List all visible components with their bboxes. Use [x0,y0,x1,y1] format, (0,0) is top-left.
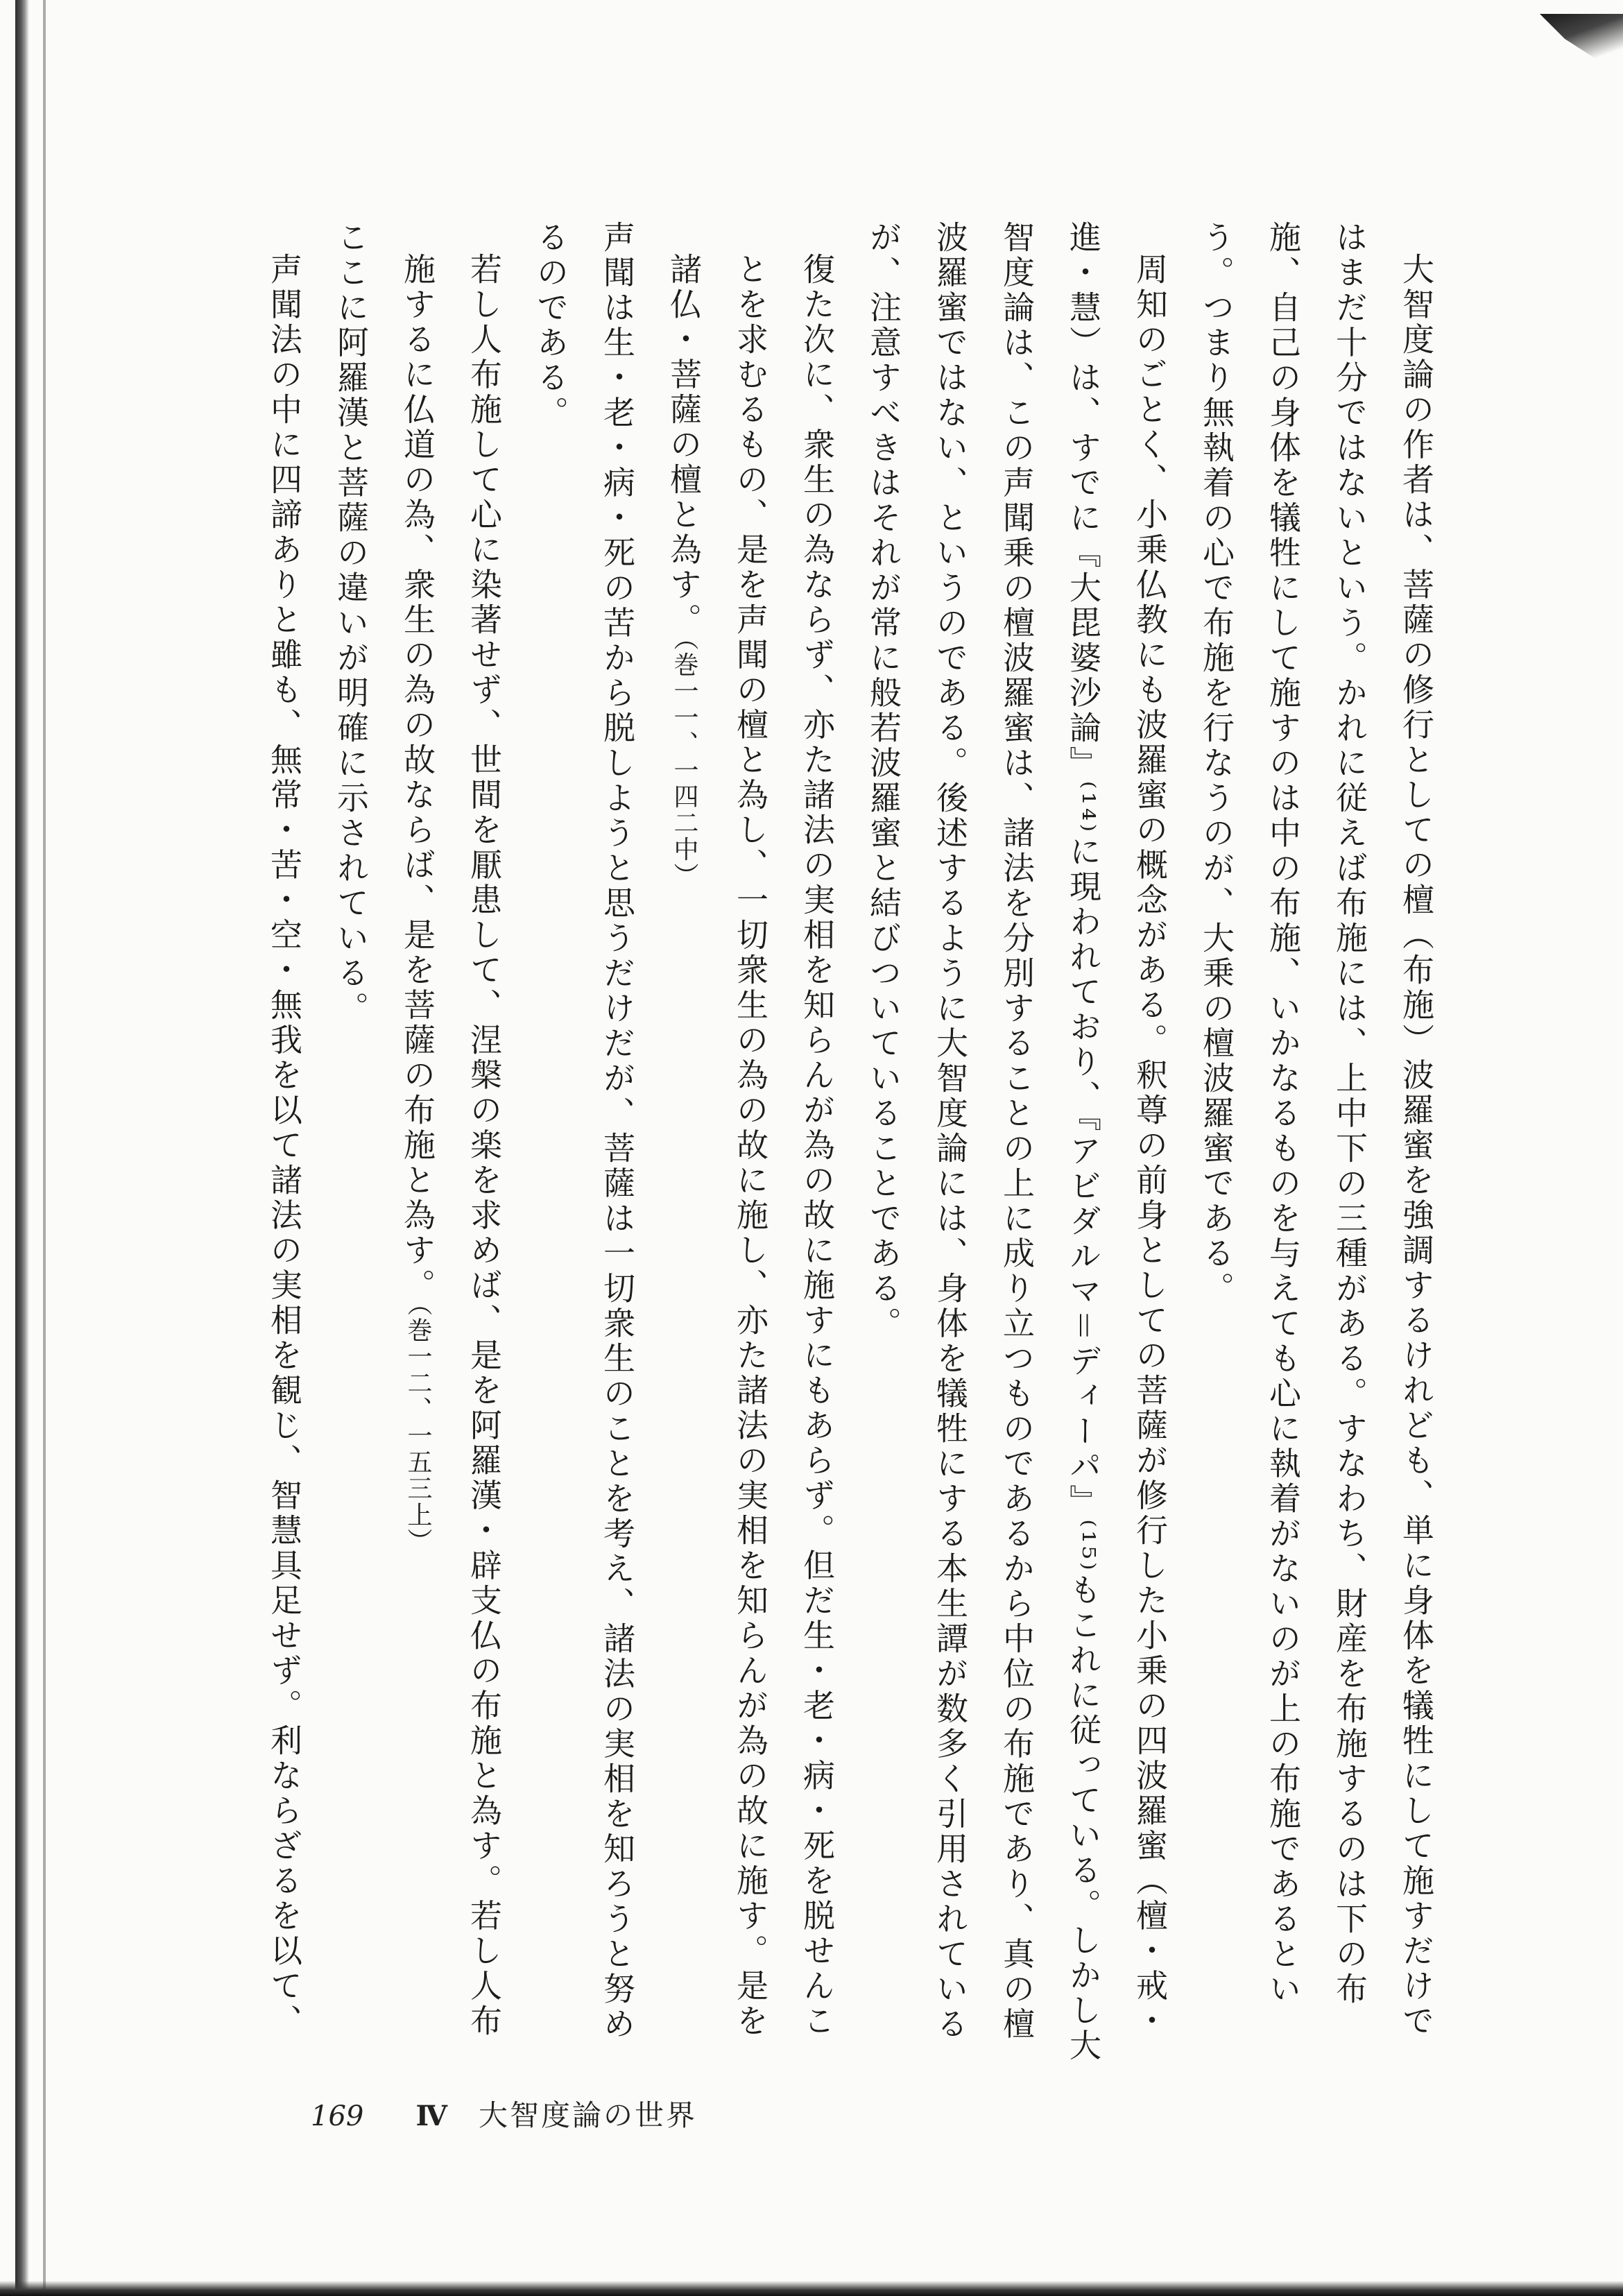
paragraph: 声聞は生・老・病・死の苦から脱しようと思うだけだが、菩薩は一切衆生のことを考え、諸法の実相を知ろうと努めるのである。 [532,221,636,2042]
binding-shadow [15,0,29,2296]
quotation-text: 復た次に、衆生の為ならず、亦た諸法の実相を知らんが為の故に施すにもあらず。但だ生・老・病・死を脱せんことを求むるもの、是を声聞の檀と為し、一切衆生の為の故に施し、亦た諸法の実相を知らんが為の故に施す。是を諸仏・菩薩の檀と為す。 [665,252,836,2039]
scan-bottom-edge [0,2281,1623,2296]
binding-edge-line [43,0,46,2296]
quotation-block: 声聞法の中に四諦ありと雖も、無常・苦・空・無我を以て諸法の実相を観じ、智慧具足せず。利ならざるを以て、 [266,252,303,2039]
chapter-numeral: Ⅳ [415,2100,447,2132]
paragraph: 大智度論の作者は、菩薩の修行としての檀（布施）波羅蜜を強調するけれども、単に身体を犠牲にして施すだけではまだ十分ではないという。かれに従えば布施には、上中下の三種がある。すなわち、財産を布施するのは下の布施、自己の身体を犠牲にして施すのは中の布施、いかなるものを与えても心に執着がないのが上の布施であるという。つまり無執着の心で布施を行なうのが、大乗の檀波羅蜜である。 [1198,221,1435,2039]
vertical-text-body [173,221,1450,2066]
corner-fold [1540,14,1623,76]
chapter-title: 大智度論の世界 [478,2098,697,2132]
paragraph: ここに阿羅漢と菩薩の違いが明確に示されている。 [332,221,370,1027]
page-footer [311,2093,697,2134]
citation-note: （巻一一、一四二中） [670,637,698,889]
page-number: 169 [311,2100,364,2132]
quotation-text: 若し人布施して心に染著せず、世間を厭患して、涅槃の楽を求めば、是を阿羅漢・辟支仏の布施と為す。若し人布施するに仏道の為、衆生の為の故ならば、是を菩薩の布施と為す。 [399,252,503,2039]
quotation-block [384,221,517,2066]
quotation-block [651,221,850,2066]
citation-note: （巻一二、一五三上） [404,1303,432,1554]
paragraph: 周知のごとく、小乗仏教にも波羅蜜の概念がある。釈尊の前身としての菩薩が修行した小乗の四波羅蜜（檀・戒・進・慧）は、すでに『大毘婆沙論』⁽¹⁴⁾に現われており、『アビダルマ＝ディーパ』⁽¹⁵⁾もこれに従っている。しかし大智度論は、この声聞乗の檀波羅蜜は、諸法を分別することの上に成り立つものであるから中位の布施であり、真の檀波羅蜜ではない、というのである。後述するように大智度論には、身体を犠牲にする本生譚が数多く引用されているが、注意すべきはそれが常に般若波羅蜜と結びついていることである。 [865,221,1169,2064]
